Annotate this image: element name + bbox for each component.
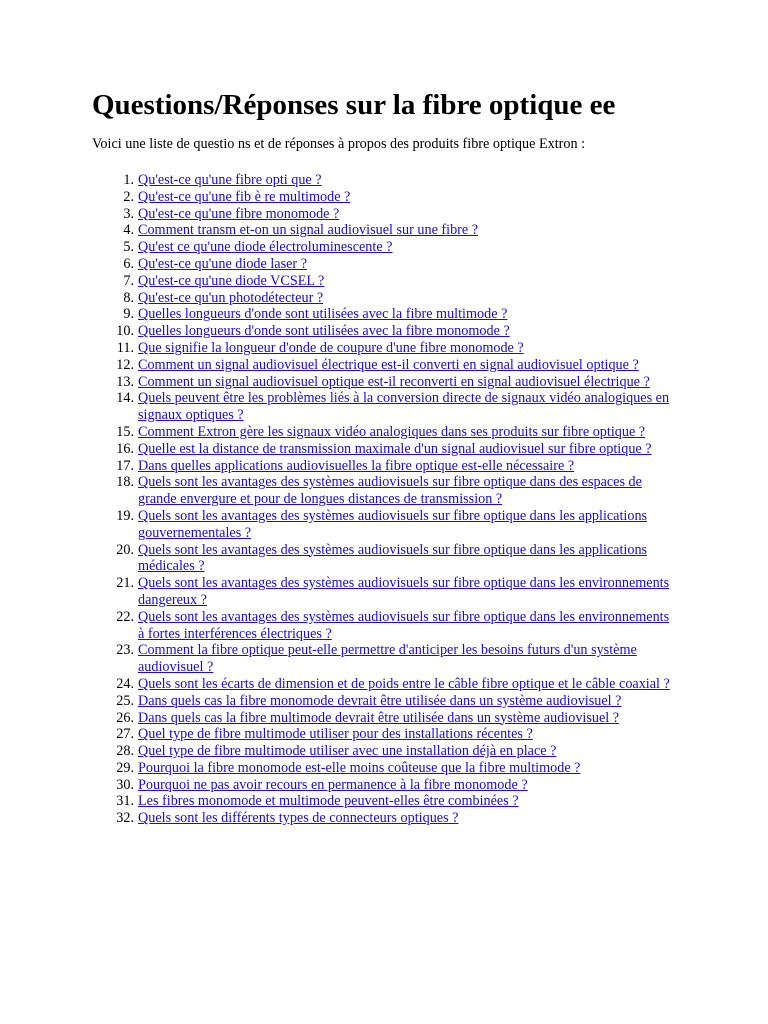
question-item bbox=[92, 441, 678, 458]
question-link[interactable]: Pourquoi la fibre monomode est-elle moins coûteuse que la fibre multimode ? bbox=[138, 759, 581, 776]
question-item bbox=[92, 273, 678, 290]
question-item bbox=[92, 206, 678, 223]
question-number: 26. bbox=[116, 709, 134, 726]
question-link[interactable]: Quels sont les avantages des systèmes audiovisuels sur fibre optique dans les environnements dangereux ? bbox=[138, 575, 670, 608]
question-link[interactable]: Quelles longueurs d'onde sont utilisées avec la fibre multimode ? bbox=[138, 306, 508, 323]
question-link[interactable]: Dans quelles applications audiovisuelles la fibre optique est-elle nécessaire ? bbox=[138, 457, 575, 474]
question-item bbox=[92, 474, 678, 508]
question-item bbox=[92, 793, 678, 810]
question-link[interactable]: Qu'est-ce qu'une fib è re multimode ? bbox=[138, 188, 351, 205]
question-link[interactable]: Les fibres monomode et multimode peuvent-elles être combinées ? bbox=[138, 793, 519, 810]
question-item bbox=[92, 508, 678, 542]
question-link[interactable]: Quels peuvent être les problèmes liés à la conversion directe de signaux vidéo analogiques en signaux optiques ? bbox=[138, 390, 670, 424]
question-item bbox=[92, 374, 678, 391]
question-link[interactable]: Comment Extron gère les signaux vidéo analogiques dans ses produits sur fibre optique ? bbox=[138, 423, 646, 440]
question-item bbox=[92, 189, 678, 206]
question-item bbox=[92, 726, 678, 743]
question-link[interactable]: Qu'est-ce qu'une diode VCSEL ? bbox=[138, 272, 325, 289]
question-link[interactable]: Quel type de fibre multimode utiliser avec une installation déjà en place ? bbox=[138, 743, 557, 760]
question-link[interactable]: Quels sont les différents types de connecteurs optiques ? bbox=[138, 810, 459, 827]
question-number: 23. bbox=[116, 642, 134, 659]
page-title: Questions/Réponses sur la fibre optique ee bbox=[92, 89, 616, 121]
question-number: 9. bbox=[123, 306, 134, 323]
question-link[interactable]: Quels sont les avantages des systèmes audiovisuels sur fibre optique dans des espaces de grande envergure et pour de longues distances de transmission ? bbox=[138, 474, 642, 508]
question-item bbox=[92, 760, 678, 777]
question-number: 27. bbox=[116, 726, 134, 743]
question-number: 22. bbox=[116, 608, 134, 625]
question-number: 1. bbox=[123, 172, 134, 188]
question-link[interactable]: Que signifie la longueur d'onde de coupure d'une fibre monomode ? bbox=[138, 339, 524, 356]
question-link[interactable]: Quelles longueurs d'onde sont utilisées avec la fibre monomode ? bbox=[138, 323, 510, 340]
question-item bbox=[92, 357, 678, 374]
question-number: 17. bbox=[116, 457, 134, 474]
question-number: 28. bbox=[116, 743, 134, 760]
question-number: 2. bbox=[123, 188, 134, 205]
question-item bbox=[92, 172, 678, 189]
question-link[interactable]: Qu'est-ce qu'un photodétecteur ? bbox=[138, 289, 324, 306]
question-number: 4. bbox=[123, 222, 134, 239]
question-number: 19. bbox=[116, 507, 134, 524]
question-link[interactable]: Quels sont les avantages des systèmes audiovisuels sur fibre optique dans les applications gouvernementales ? bbox=[138, 507, 648, 541]
question-item bbox=[92, 424, 678, 441]
question-item bbox=[92, 239, 678, 256]
question-item bbox=[92, 256, 678, 273]
question-item bbox=[92, 810, 678, 827]
question-number: 8. bbox=[123, 289, 134, 306]
question-number: 32. bbox=[116, 810, 134, 827]
intro-paragraph: Voici une liste de questio ns et de réponses à propos des produits fibre optique Extron : bbox=[92, 136, 586, 152]
question-item bbox=[92, 458, 678, 475]
question-item bbox=[92, 390, 678, 424]
question-link[interactable]: Comment un signal audiovisuel optique est-il reconverti en signal audiovisuel électrique ? bbox=[138, 373, 650, 390]
question-item bbox=[92, 693, 678, 710]
question-item bbox=[92, 575, 678, 609]
question-link[interactable]: Quelle est la distance de transmission maximale d'un signal audiovisuel sur fibre optique ? bbox=[138, 440, 652, 457]
question-number: 24. bbox=[116, 675, 134, 692]
question-link[interactable]: Dans quels cas la fibre monomode devrait être utilisée dans un système audiovisuel ? bbox=[138, 692, 622, 709]
question-item bbox=[92, 323, 678, 340]
question-item bbox=[92, 340, 678, 357]
question-link[interactable]: Quels sont les avantages des systèmes audiovisuels sur fibre optique dans les applications médicales ? bbox=[138, 541, 648, 575]
question-number: 13. bbox=[116, 373, 134, 390]
question-link[interactable]: Quels sont les écarts de dimension et de poids entre le câble fibre optique et le câble coaxial ? bbox=[138, 675, 670, 692]
question-number: 7. bbox=[123, 272, 134, 289]
question-number: 20. bbox=[116, 541, 134, 558]
question-link[interactable]: Dans quels cas la fibre multimode devrait être utilisée dans un système audiovisuel ? bbox=[138, 709, 620, 726]
question-link[interactable]: Comment transm et-on un signal audiovisuel sur une fibre ? bbox=[138, 222, 479, 239]
question-link[interactable]: Comment la fibre optique peut-elle permettre d'anticiper les besoins futurs d'un système audiovisuel ? bbox=[138, 642, 637, 676]
question-item bbox=[92, 642, 678, 676]
question-item bbox=[92, 609, 678, 643]
question-item bbox=[92, 222, 678, 239]
question-number: 15. bbox=[116, 423, 134, 440]
question-item bbox=[92, 290, 678, 307]
question-item bbox=[92, 676, 678, 693]
question-link[interactable]: Quels sont les avantages des systèmes audiovisuels sur fibre optique dans les environnements à fortes interférences électriques ? bbox=[138, 608, 670, 642]
question-item bbox=[92, 743, 678, 760]
question-number: 10. bbox=[116, 323, 134, 340]
question-number: 29. bbox=[116, 759, 134, 776]
question-link[interactable]: Qu'est ce qu'une diode électroluminescente ? bbox=[138, 239, 393, 256]
question-link[interactable]: Qu'est-ce qu'une fibre monomode ? bbox=[138, 205, 340, 222]
question-number: 11. bbox=[116, 339, 134, 356]
question-item bbox=[92, 306, 678, 323]
question-number: 25. bbox=[116, 692, 134, 709]
question-number: 5. bbox=[123, 239, 134, 256]
question-link[interactable]: Qu'est-ce qu'une fibre opti que ? bbox=[138, 172, 322, 188]
question-link[interactable]: Comment un signal audiovisuel électrique est-il converti en signal audiovisuel optique ? bbox=[138, 356, 639, 373]
question-link[interactable]: Quel type de fibre multimode utiliser pour des installations récentes ? bbox=[138, 726, 533, 743]
question-number: 18. bbox=[116, 474, 134, 491]
question-item bbox=[92, 777, 678, 794]
question-number: 6. bbox=[123, 255, 134, 272]
question-number: 3. bbox=[123, 205, 134, 222]
question-link[interactable]: Pourquoi ne pas avoir recours en permanence à la fibre monomode ? bbox=[138, 776, 528, 793]
question-item bbox=[92, 710, 678, 727]
question-number: 31. bbox=[116, 793, 134, 810]
question-number: 30. bbox=[116, 776, 134, 793]
question-number: 16. bbox=[116, 440, 134, 457]
question-number: 21. bbox=[116, 575, 134, 592]
question-number: 14. bbox=[116, 390, 134, 407]
questions-list bbox=[92, 172, 678, 827]
question-number: 12. bbox=[116, 356, 134, 373]
question-link[interactable]: Qu'est-ce qu'une diode laser ? bbox=[138, 255, 307, 272]
question-item bbox=[92, 542, 678, 576]
